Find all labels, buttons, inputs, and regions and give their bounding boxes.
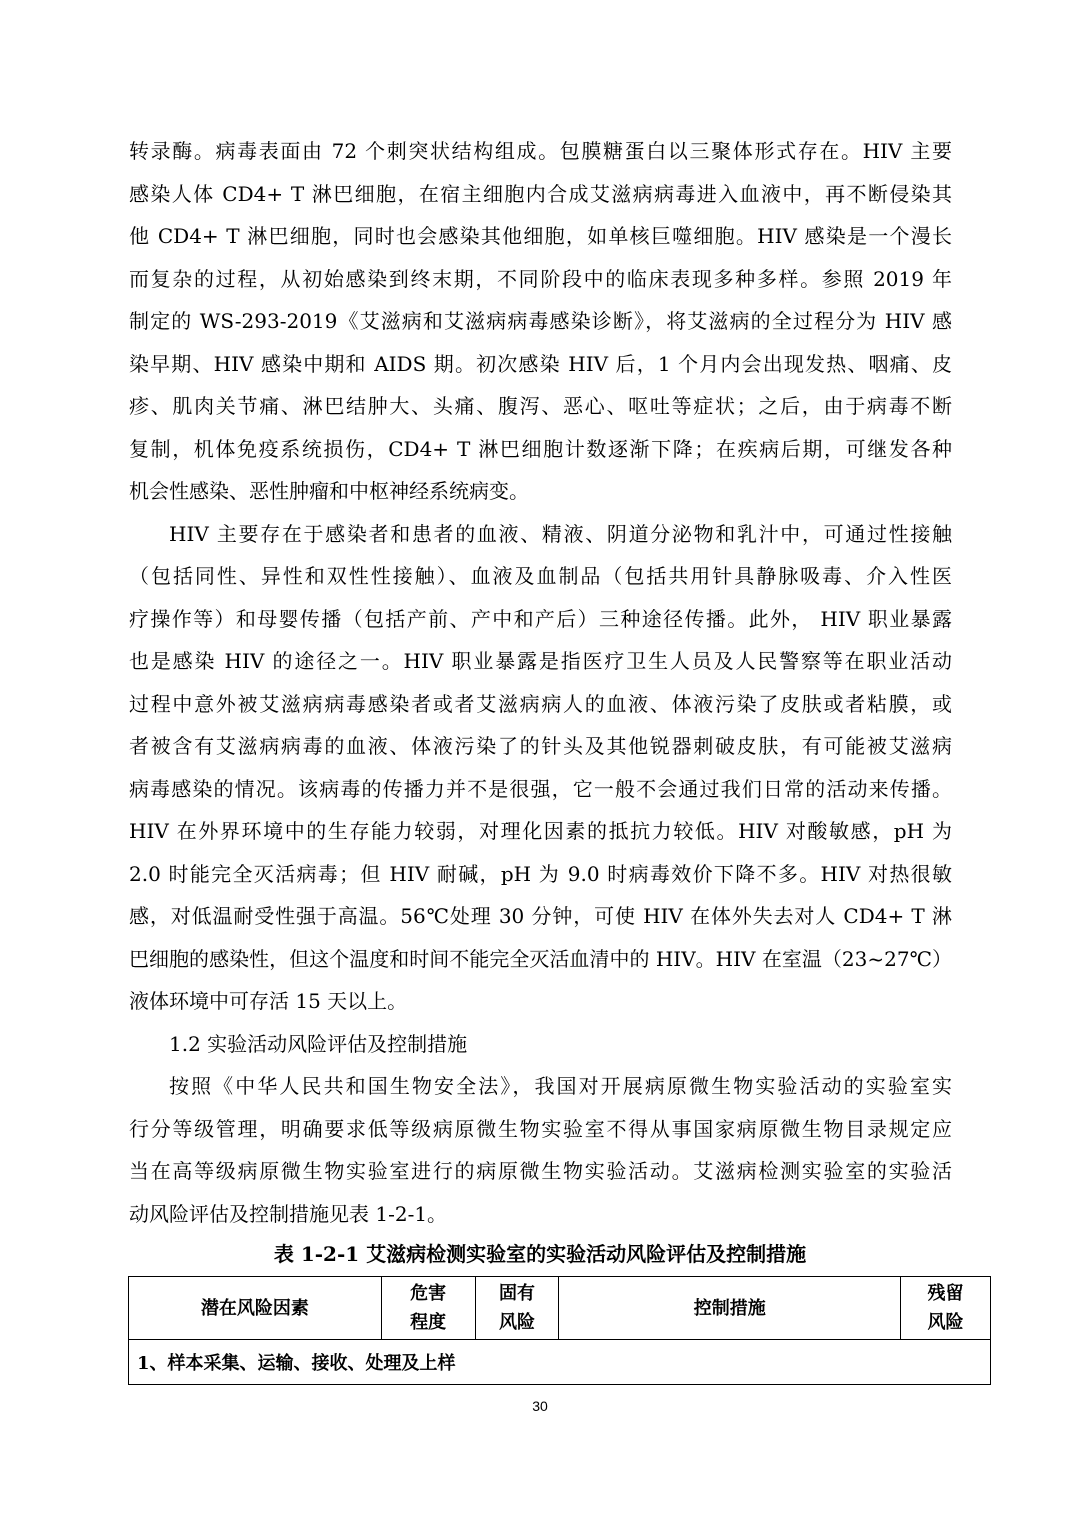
header-severity <box>381 1277 475 1340</box>
text-line: 感染人体 CD4+ T 淋巴细胞，在宿主细胞内合成艾滋病病毒进入血液中，再不断侵染其 <box>129 181 952 206</box>
header-residual-risk <box>901 1277 991 1340</box>
document-body <box>129 130 952 1235</box>
header-control-measures: 控制措施 <box>559 1277 901 1340</box>
header-inherent-risk <box>475 1277 559 1340</box>
text-line: 染早期、HIV 感染中期和 AIDS 期。初次感染 HIV 后，1 个月内会出现发热、咽痛、皮 <box>129 351 952 376</box>
text-line: HIV 在外界环境中的生存能力较弱，对理化因素的抵抗力较低。HIV 对酸敏感，pH 为 <box>129 819 952 843</box>
text-line: 过程中意外被艾滋病病毒感染者或者艾滋病病人的血液、体液污染了皮肤或者粘膜，或 <box>129 691 952 716</box>
paragraph-hiv-infection <box>129 130 952 513</box>
paragraph-risk-assessment <box>129 1065 952 1235</box>
text-line: 而复杂的过程，从初始感染到终末期，不同阶段中的临床表现多种多样。参照 2019 年 <box>129 266 952 291</box>
text-line: 当在高等级病原微生物实验室进行的病原微生物实验活动。艾滋病检测实验室的实验活 <box>129 1159 952 1183</box>
text-line: 2.0 时能完全灭活病毒；但 HIV 耐碱，pH 为 9.0 时病毒效价下降不多。HIV 对热很敏 <box>129 861 952 886</box>
text-line: 者被含有艾滋病病毒的血液、体液污染了的针头及其他锐器刺破皮肤，有可能被艾滋病 <box>129 734 952 758</box>
header-severity-line1: 危害 <box>410 1283 447 1304</box>
text-line: 疗操作等）和母婴传播（包括产前、产中和产后）三种途径传播。此外， HIV 职业暴露 <box>129 606 952 631</box>
text-line: 他 CD4+ T 淋巴细胞，同时也会感染其他细胞，如单核巨噬细胞。HIV 感染是一个漫长 <box>129 224 952 248</box>
text-line: 复制，机体免疫系统损伤，CD4+ T 淋巴细胞计数逐渐下降；在疾病后期，可继发各种 <box>129 436 952 461</box>
table-header-row <box>129 1277 991 1340</box>
section-row-label: 1、样本采集、运输、接收、处理及上样 <box>129 1340 991 1385</box>
text-line: 病毒感染的情况。该病毒的传播力并不是很强，它一般不会通过我们日常的活动来传播。 <box>129 776 952 801</box>
text-line: 按照《中华人民共和国生物安全法》，我国对开展病原微生物实验活动的实验室实 <box>169 1074 952 1098</box>
header-inherent-line2: 风险 <box>499 1312 536 1333</box>
risk-assessment-table <box>128 1276 991 1385</box>
header-inherent-line1: 固有 <box>499 1283 536 1304</box>
header-severity-line2: 程度 <box>410 1312 447 1333</box>
text-line: 疹、肌肉关节痛、淋巴结肿大、头痛、腹泻、恶心、呕吐等症状；之后，由于病毒不断 <box>129 394 952 418</box>
text-line: 液体环境中可存活 15 天以上。 <box>129 989 408 1013</box>
table-section-row <box>129 1340 991 1385</box>
paragraph-hiv-transmission <box>129 513 952 1023</box>
header-residual-line1: 残留 <box>927 1283 964 1304</box>
text-line: 也是感染 HIV 的途径之一。HIV 职业暴露是指医疗卫生人员及人民警察等在职业活动 <box>129 649 952 673</box>
text-line: 巴细胞的感染性，但这个温度和时间不能完全灭活血清中的 HIV。HIV 在室温（23~27℃） <box>129 946 952 971</box>
page-number: 30 <box>532 1398 548 1414</box>
text-line: 机会性感染、恶性肿瘤和中枢神经系统病变。 <box>129 479 529 503</box>
text-line: 感，对低温耐受性强于高温。56℃处理 30 分钟，可使 HIV 在体外失去对人 CD4+ T 淋 <box>129 904 952 928</box>
section-heading <box>129 1023 952 1066</box>
text-line: 转录酶。病毒表面由 72 个刺突状结构组成。包膜糖蛋白以三聚体形式存在。HIV 主要 <box>129 139 952 163</box>
text-line: （包括同性、异性和双性性接触）、血液及血制品（包括共用针具静脉吸毒、介入性医 <box>129 564 952 588</box>
section-heading-text: 1.2 实验活动风险评估及控制措施 <box>169 1031 468 1056</box>
text-line: HIV 主要存在于感染者和患者的血液、精液、阴道分泌物和乳汁中，可通过性接触 <box>169 521 952 546</box>
text-line: 行分等级管理，明确要求低等级病原微生物实验室不得从事国家病原微生物目录规定应 <box>129 1116 952 1141</box>
table-caption: 表 1-2-1 艾滋病检测实验室的实验活动风险评估及控制措施 <box>273 1242 807 1266</box>
text-line: 动风险评估及控制措施见表 1-2-1。 <box>129 1201 448 1226</box>
header-risk-factor: 潜在风险因素 <box>129 1277 382 1340</box>
text-line: 制定的 WS-293-2019《艾滋病和艾滋病病毒感染诊断》，将艾滋病的全过程分为 HIV 感 <box>129 309 952 333</box>
header-residual-line2: 风险 <box>927 1312 964 1333</box>
